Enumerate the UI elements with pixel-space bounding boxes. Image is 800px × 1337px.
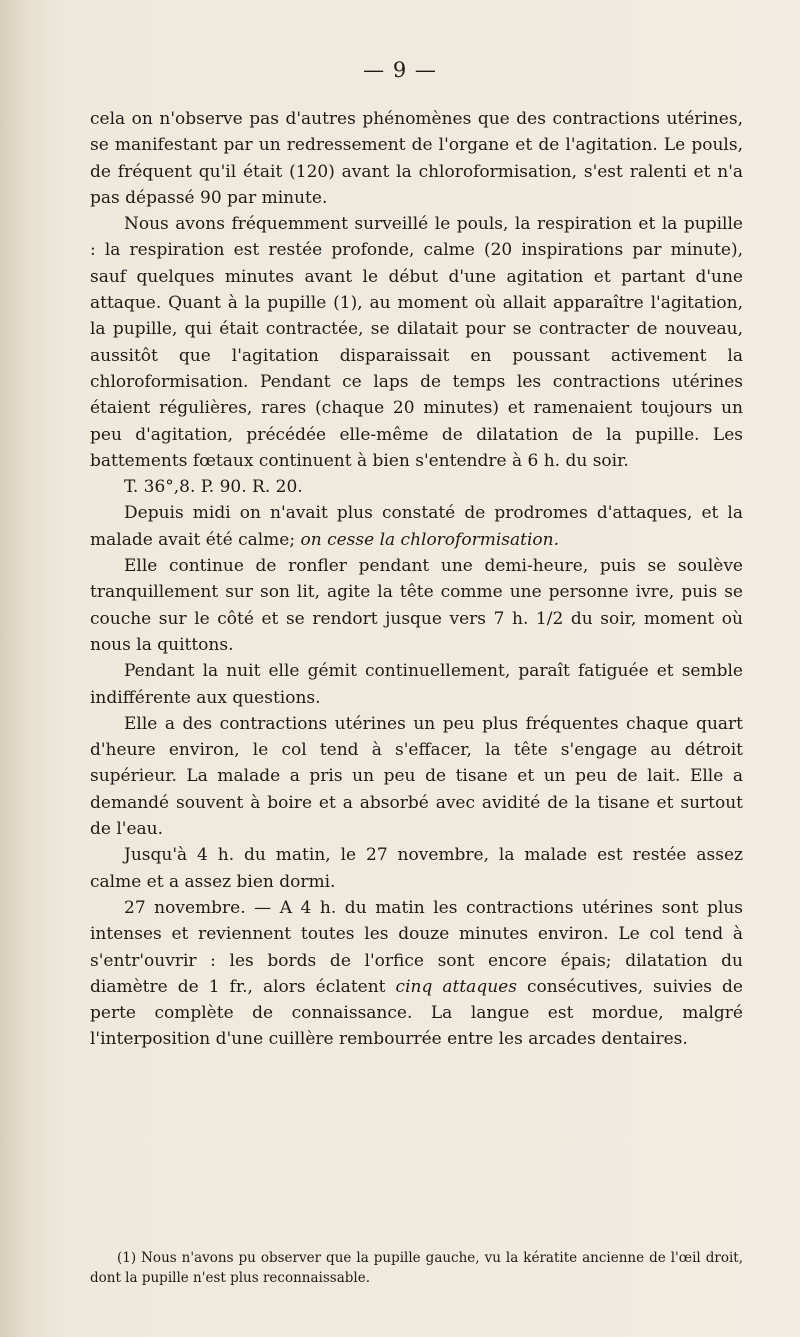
italic-phrase: on cesse la chloroformisation. [300, 529, 559, 550]
paragraph: Pendant la nuit elle gémit continuellement, paraît fatiguée et semble indifférente aux questions. [90, 661, 743, 708]
vitals-line: T. 36°,8. P. 90. R. 20. [124, 477, 303, 498]
paragraph: Elle continue de ronfler pendant une demi-heure, puis se soulève tranquillement sur son lit, agite la tête comme une personne ivre, puis se couche sur le côté et se rendort jusque vers 7 h. 1/2 du soir, moment où nous la quittons. [90, 556, 743, 655]
paragraph [90, 500, 743, 553]
paragraph-text: Depuis midi on n'avait plus constaté de prodromes d'attaques, et la malade avait été calme; [90, 503, 743, 550]
paragraph-text: 27 novembre. — A 4 h. du matin les contractions utérines sont plus intenses et reviennent toutes les douze minutes environ. Le col tend à s'entr'ouvrir : les bords de l'orfice sont encore épais; dilatation du diamètre de 1 fr., alors éclatent [90, 897, 743, 997]
footnote-text: (1) Nous n'avons pu observer que la pupille gauche, vu la kératite ancienne de l'œil droit, dont la pupille n'est plus reconnaissable. [90, 1250, 743, 1286]
body-text [90, 106, 743, 1053]
paragraph: Jusqu'à 4 h. du matin, le 27 novembre, la malade est restée assez calme et a assez bien dormi. [90, 845, 743, 892]
paragraph [90, 895, 743, 1053]
footnote [90, 1248, 743, 1288]
paragraph-text: consécutives, suivies de perte complète de connaissance. La langue est mordue, malgré l'interposition d'une cuillère rembourrée entre les arcades dentaires. [90, 976, 743, 1050]
paragraph: cela on n'observe pas d'autres phénomènes que des contractions utérines, se manifestant par un redressement de l'organe et de l'agitation. Le pouls, de fréquent qu'il était (120) avant la chloroformisation, s'est ralenti et n'a pas dépassé 90 par minute. [90, 109, 743, 208]
paragraph: Elle a des contractions utérines un peu plus fréquentes chaque quart d'heure environ, le col tend à s'effacer, la tête s'engage au détroit supérieur. La malade a pris un peu de tisane et un peu de lait. Elle a demandé souvent à boire et a absorbé avec avidité de la tisane et surtout de l'eau. [90, 713, 743, 840]
page-number: — 9 — [363, 58, 437, 82]
italic-phrase: cinq attaques [395, 976, 517, 997]
paragraph: Nous avons fréquemment surveillé le pouls, la respiration et la pupille : la respiration est restée profonde, calme (20 inspirations par minute), sauf quelques minutes avant le début d'une agitation et partant d'une attaque. Quant à la pupille (1), au moment où allait apparaître l'agitation, la pupille, qui était contractée, se dilatait pour se contracter de nouveau, aussitôt que l'agitation disparaissait en poussant activement la chloroformisation. Pendant ce laps de temps les contractions utérines étaient régulières, rares (chaque 20 minutes) et ramenaient toujours un peu d'agitation, précédée elle-même de dilatation de la pupille. Les battements fœtaux continuent à bien s'entendre à 6 h. du soir. [90, 214, 743, 471]
